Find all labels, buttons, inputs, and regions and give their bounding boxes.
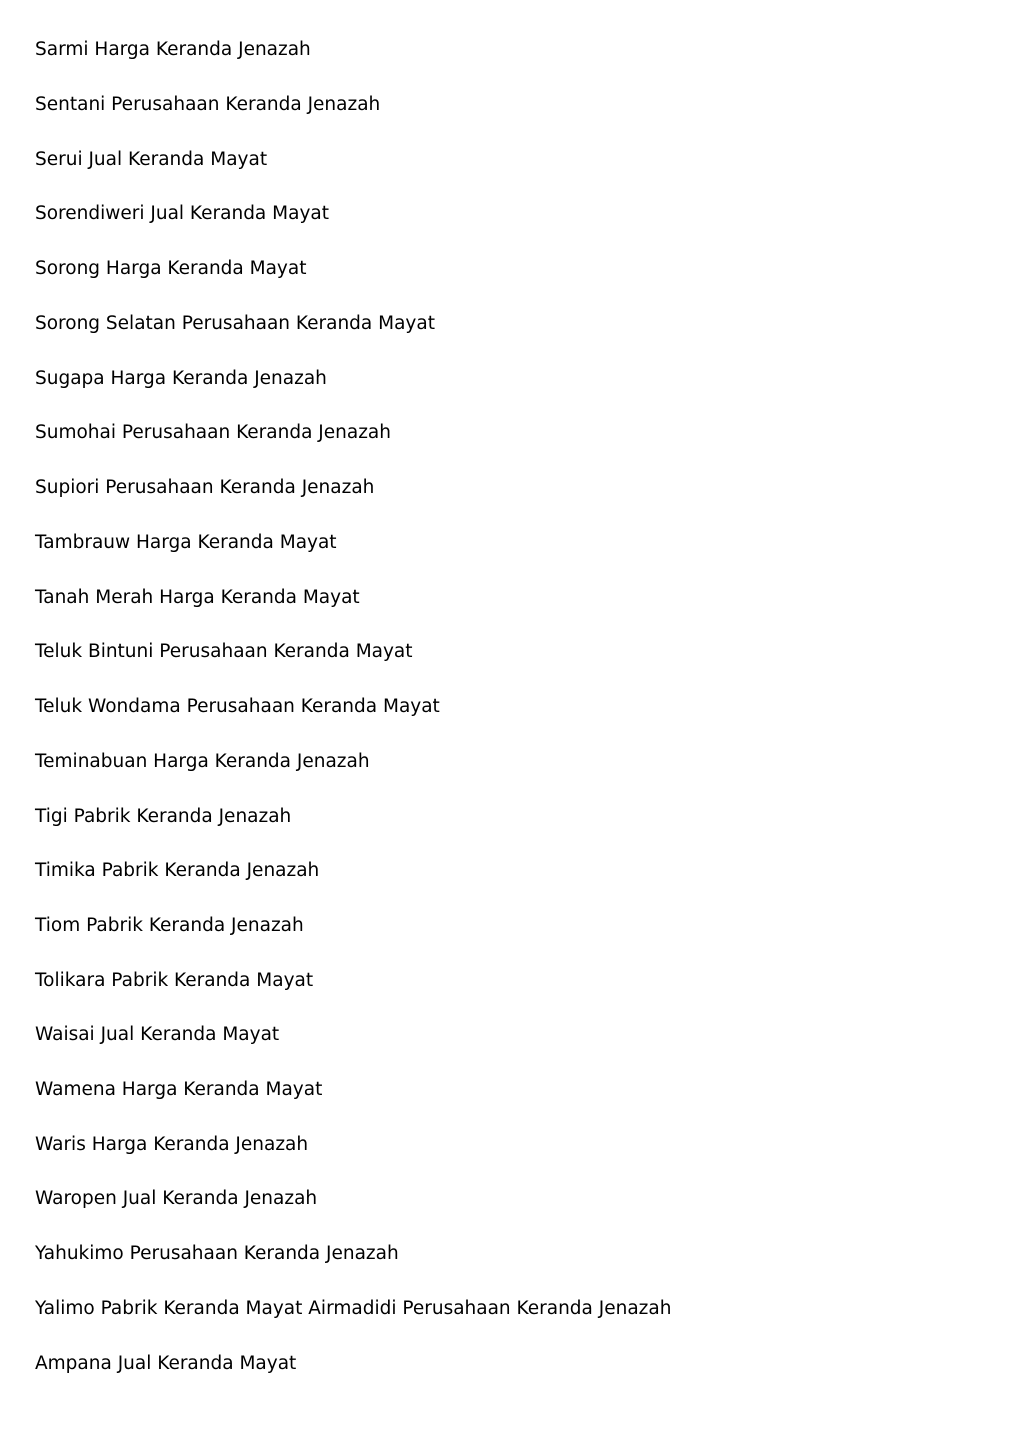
text-line: Waropen Jual Keranda Jenazah [35,1188,318,1209]
text-line: Teluk Wondama Perusahaan Keranda Mayat [35,696,440,717]
text-line: Sorong Selatan Perusahaan Keranda Mayat [35,313,435,334]
text-line: Teluk Bintuni Perusahaan Keranda Mayat [35,641,413,662]
text-line: Tigi Pabrik Keranda Jenazah [35,806,292,827]
text-line: Serui Jual Keranda Mayat [35,149,268,170]
text-line: Sorong Harga Keranda Mayat [35,258,307,279]
text-line: Yahukimo Perusahaan Keranda Jenazah [35,1243,399,1264]
text-line: Teminabuan Harga Keranda Jenazah [35,751,370,772]
text-line: Supiori Perusahaan Keranda Jenazah [35,477,375,498]
text-line: Sarmi Harga Keranda Jenazah [35,39,311,60]
text-line: Sentani Perusahaan Keranda Jenazah [35,94,381,115]
text-line: Yalimo Pabrik Keranda Mayat Airmadidi Perusahaan Keranda Jenazah [35,1298,672,1319]
text-line: Tiom Pabrik Keranda Jenazah [35,915,304,936]
text-line: Timika Pabrik Keranda Jenazah [35,860,320,881]
text-line: Wamena Harga Keranda Mayat [35,1079,323,1100]
text-line: Waisai Jual Keranda Mayat [35,1024,280,1045]
text-line: Sorendiweri Jual Keranda Mayat [35,203,329,224]
text-line: Ampana Jual Keranda Mayat [35,1353,297,1374]
text-line: Sugapa Harga Keranda Jenazah [35,368,327,389]
text-line: Tanah Merah Harga Keranda Mayat [35,587,360,608]
text-line: Tambrauw Harga Keranda Mayat [35,532,337,553]
text-line: Sumohai Perusahaan Keranda Jenazah [35,422,391,443]
text-line: Waris Harga Keranda Jenazah [35,1134,309,1155]
text-line: Tolikara Pabrik Keranda Mayat [35,970,314,991]
